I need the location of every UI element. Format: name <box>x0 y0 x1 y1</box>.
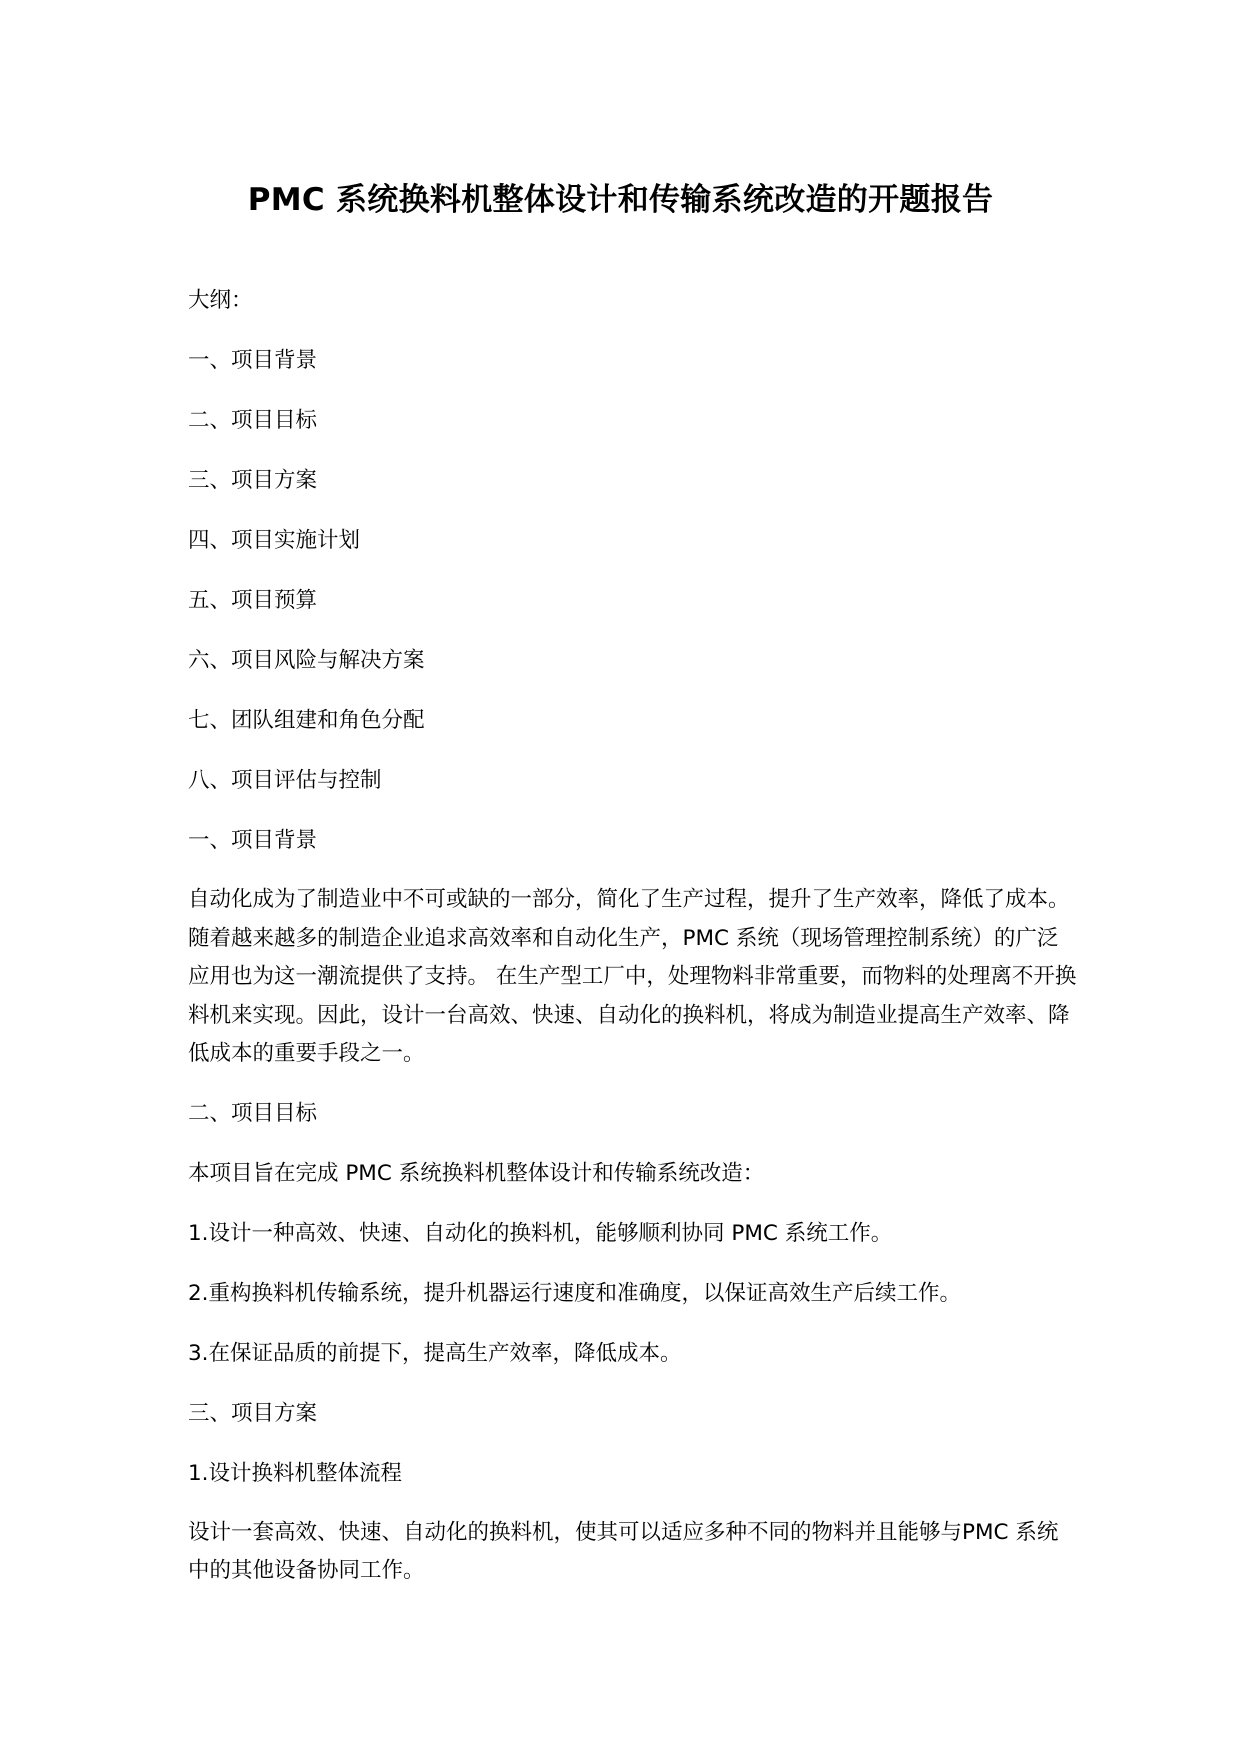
section-heading: 三、项目方案 <box>188 1400 318 1426</box>
outline-item: 六、项目风险与解决方案 <box>188 648 425 673</box>
outline-item: 五、项目预算 <box>188 588 318 613</box>
body-paragraph: 自动化成为了制造业中不可或缺的一部分，简化了生产过程，提升了生产效率，降低了成本。随着越来越多的制造企业追求高效率和自动化生产，PMC 系统（现场管理控制系统）的广泛应用也为这一潮流提供了支持。 在生产型工厂中，处理物料非常重要，而物料的处理离不开换料机来实现。因此，设计一台高效、快速、自动化的换料机，将成为制造业提高生产效率、降低成本的重要手段之一。 <box>188 887 1077 1066</box>
outline-item: 八、项目评估与控制 <box>188 768 382 793</box>
document-body <box>188 281 1078 1611</box>
body-paragraph: 设计一套高效、快速、自动化的换料机，使其可以适应多种不同的物料并且能够与PMC 系统中的其他设备协同工作。 <box>188 1519 1059 1583</box>
list-item: 1.设计一种高效、快速、自动化的换料机，能够顺利协同 PMC 系统工作。 <box>188 1220 893 1246</box>
outline-heading: 大纲： <box>188 288 253 313</box>
section-heading: 一、项目背景 <box>188 828 318 853</box>
outline-item: 二、项目目标 <box>188 408 318 433</box>
subsection-heading: 1.设计换料机整体流程 <box>188 1460 403 1486</box>
document-title: PMC 系统换料机整体设计和传输系统改造的开题报告 <box>247 182 994 218</box>
outline-item: 七、团队组建和角色分配 <box>188 708 425 733</box>
section-heading: 二、项目目标 <box>188 1100 318 1126</box>
outline-item: 一、项目背景 <box>188 348 318 373</box>
list-item: 3.在保证品质的前提下，提高生产效率，降低成本。 <box>188 1340 682 1366</box>
outline-item: 三、项目方案 <box>188 468 318 493</box>
body-paragraph: 本项目旨在完成 PMC 系统换料机整体设计和传输系统改造： <box>188 1160 765 1186</box>
outline-item: 四、项目实施计划 <box>188 528 361 553</box>
list-item: 2.重构换料机传输系统，提升机器运行速度和准确度，以保证高效生产后续工作。 <box>188 1280 962 1306</box>
